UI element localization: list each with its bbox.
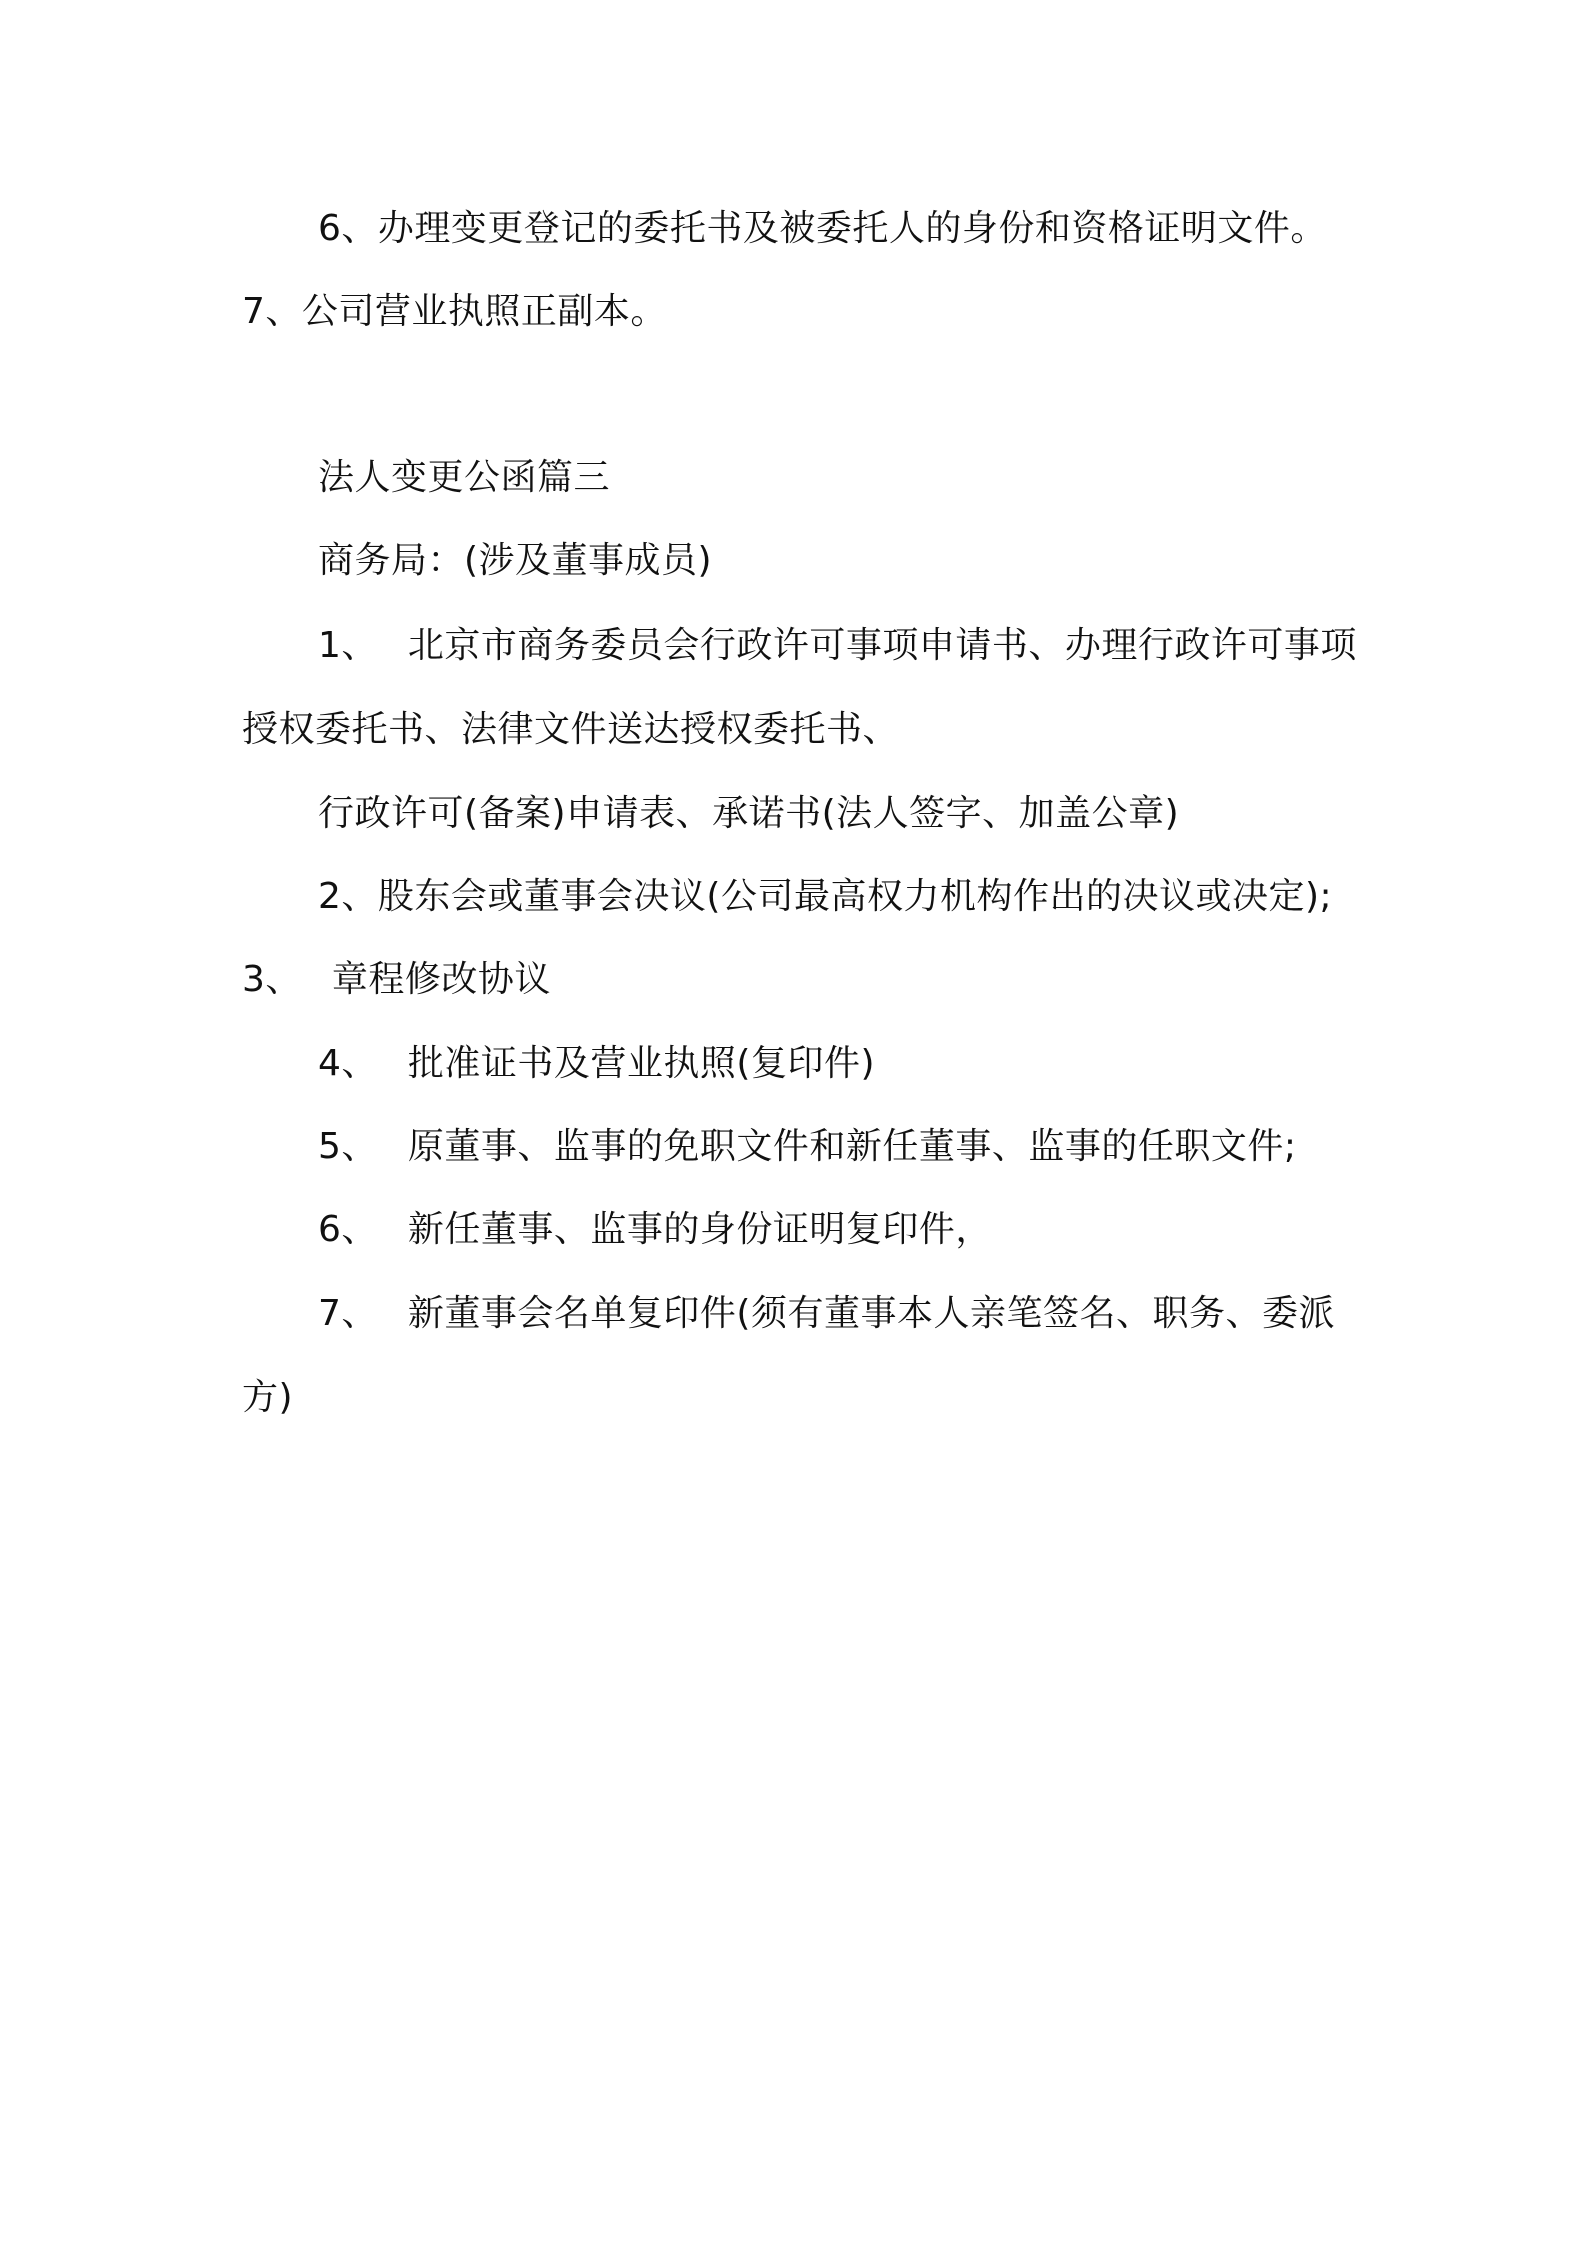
list-item-4: [318, 1042, 875, 1086]
list-item-number: 6、: [318, 1209, 378, 1250]
list-item-3: [242, 958, 551, 1002]
paragraph-line-7: 7、公司营业执照正副本。: [242, 291, 667, 332]
list-item-number: 7、: [318, 1293, 378, 1334]
list-item-7: [318, 1292, 1335, 1336]
list-item-text: 北京市商务委员会行政许可事项申请书、办理行政许可事项: [407, 625, 1357, 666]
list-item-7-continuation: 方): [242, 1377, 294, 1418]
list-item-1-continuation: 授权委托书、法律文件送达授权委托书、: [242, 709, 900, 750]
paragraph-line-6: 6、办理变更登记的委托书及被委托人的身份和资格证明文件。: [318, 208, 1327, 249]
list-item-text: 章程修改协议: [331, 959, 551, 1000]
list-item-text: 新任董事、监事的身份证明复印件，: [407, 1209, 992, 1250]
list-item-number: 3、: [242, 959, 302, 1000]
list-item-2: 2、股东会或董事会决议(公司最高权力机构作出的决议或决定);: [318, 876, 1333, 917]
list-item-number: 1、: [318, 625, 378, 666]
list-item-number: 5、: [318, 1126, 378, 1167]
list-item-text: 原董事、监事的免职文件和新任董事、监事的任职文件;: [407, 1126, 1297, 1167]
list-item-5: [318, 1125, 1297, 1169]
list-item-text: 批准证书及营业执照(复印件): [407, 1043, 875, 1084]
list-item-number: 4、: [318, 1043, 378, 1084]
section-title: 法人变更公函篇三: [318, 457, 611, 498]
list-item-1: [318, 624, 1357, 668]
recipient-line: 商务局：(涉及董事成员): [318, 540, 713, 581]
list-item-6: [318, 1208, 992, 1252]
list-item-1-continuation-2: 行政许可(备案)申请表、承诺书(法人签字、加盖公章): [318, 793, 1180, 834]
list-item-text: 新董事会名单复印件(须有董事本人亲笔签名、职务、委派: [407, 1293, 1335, 1334]
